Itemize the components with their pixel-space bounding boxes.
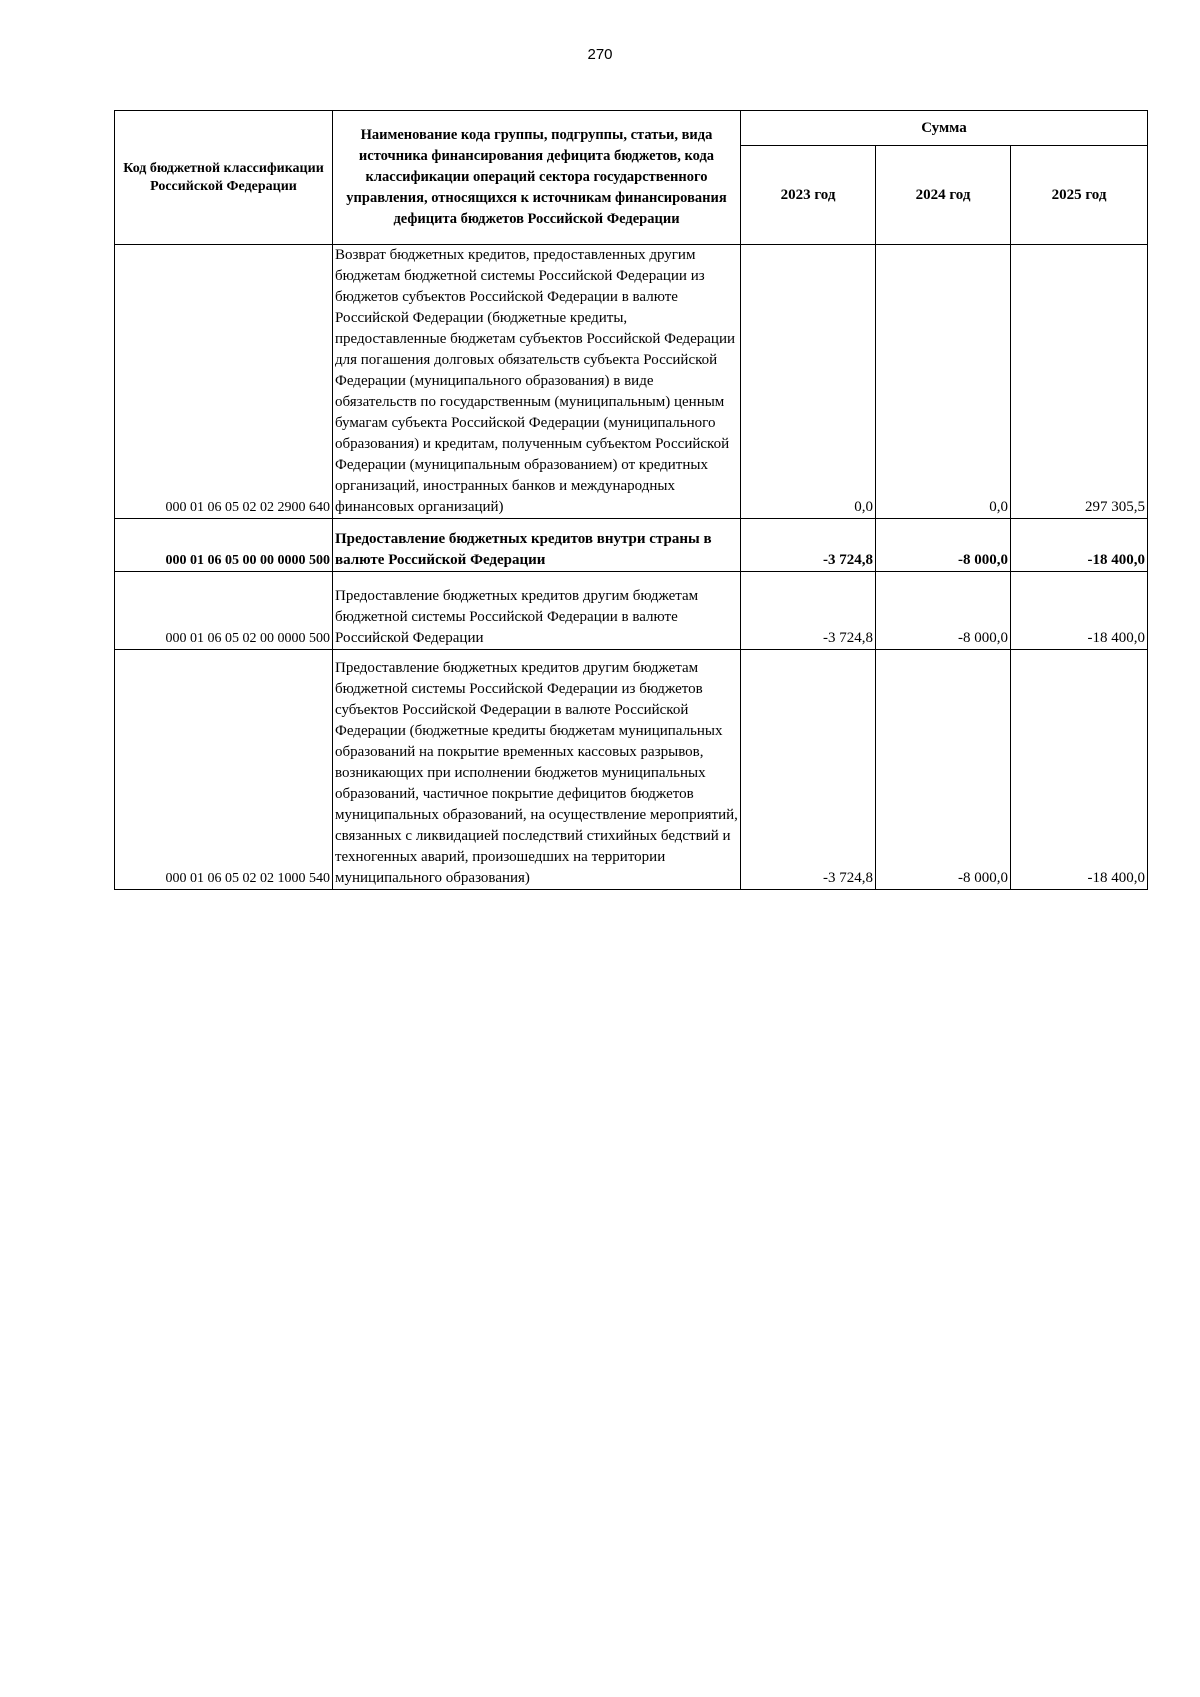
row-code: 000 01 06 05 00 00 0000 500 [115, 519, 333, 572]
row-code: 000 01 06 05 02 02 2900 640 [115, 245, 333, 519]
row-name: Предоставление бюджетных кредитов внутри страны в валюте Российской Федерации [333, 519, 741, 572]
header-year-2025: 2025 год [1011, 146, 1148, 245]
table-row [115, 245, 1148, 519]
row-value-2024: -8 000,0 [876, 519, 1011, 572]
row-value-2024: 0,0 [876, 245, 1011, 519]
header-name: Наименование кода группы, подгруппы, статьи, вида источника финансирования дефицита бюджетов, кода классификации операций сектора государственного управления, относящихся к источникам финансирования дефицита бюджетов Российской Федерации [333, 111, 741, 245]
table-row [115, 519, 1148, 572]
row-name: Предоставление бюджетных кредитов другим бюджетам бюджетной системы Российской Федерации из бюджетов субъектов Российской Федерации в валюте Российской Федерации (бюджетные кредиты бюджетам муниципальных образований на покрытие временных кассовых разрывов, возникающих при исполнении бюджетов муниципальных образований, частичное покрытие дефицитов бюджетов муниципальных образований, на осуществление мероприятий, связанных с ликвидацией последствий стихийных бедствий и техногенных аварий, произошедших на территории муниципального образования) [333, 650, 741, 890]
row-value-2025: 297 305,5 [1011, 245, 1148, 519]
row-value-2023: -3 724,8 [741, 572, 876, 650]
row-value-2025: -18 400,0 [1011, 572, 1148, 650]
row-name: Предоставление бюджетных кредитов другим бюджетам бюджетной системы Российской Федерации в валюте Российской Федерации [333, 572, 741, 650]
row-value-2024: -8 000,0 [876, 650, 1011, 890]
page-number: 270 [587, 46, 613, 63]
row-code: 000 01 06 05 02 00 0000 500 [115, 572, 333, 650]
row-value-2025: -18 400,0 [1011, 519, 1148, 572]
row-value-2025: -18 400,0 [1011, 650, 1148, 890]
header-sum: Сумма [741, 111, 1148, 146]
header-code: Код бюджетной классификации Российской Федерации [115, 111, 333, 245]
header-year-2024: 2024 год [876, 146, 1011, 245]
budget-sources-table [114, 110, 1148, 890]
table-row [115, 572, 1148, 650]
table-row [115, 650, 1148, 890]
row-name: Возврат бюджетных кредитов, предоставленных другим бюджетам бюджетной системы Российской Федерации из бюджетов субъектов Российской Федерации в валюте Российской Федерации (бюджетные кредиты, предоставленные бюджетам субъектов Российской Федерации для погашения долговых обязательств субъекта Российской Федерации (муниципального образования) в виде обязательств по государственным (муниципальным) ценным бумагам субъекта Российской Федерации (муниципального образования) и кредитам, полученным субъектом Российской Федерации (муниципальным образованием) от кредитных организаций, иностранных банков и международных финансовых организаций) [333, 245, 741, 519]
row-value-2023: 0,0 [741, 245, 876, 519]
row-value-2024: -8 000,0 [876, 572, 1011, 650]
header-year-2023: 2023 год [741, 146, 876, 245]
row-code: 000 01 06 05 02 02 1000 540 [115, 650, 333, 890]
row-value-2023: -3 724,8 [741, 650, 876, 890]
row-value-2023: -3 724,8 [741, 519, 876, 572]
